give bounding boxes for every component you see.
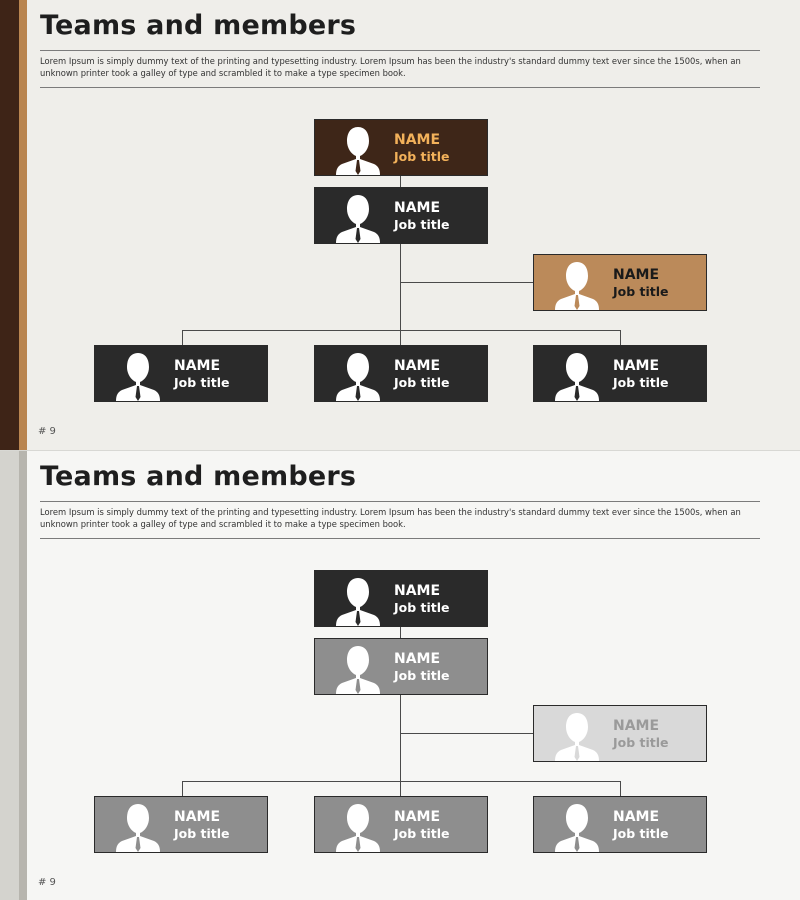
connector-line: [400, 282, 533, 283]
org-card-top[interactable]: [314, 119, 488, 176]
org-card-bottom-right[interactable]: [533, 345, 707, 402]
member-name: NAME: [394, 583, 441, 599]
person-silhouette-icon: [554, 260, 600, 310]
member-name: NAME: [394, 200, 441, 216]
connector-line: [620, 330, 621, 345]
member-name: NAME: [174, 809, 221, 825]
slide-title: Teams and members: [40, 10, 357, 41]
slide-description: Lorem Ipsum is simply dummy text of the printing and typesetting industry. Lorem Ipsum has been the industry's standard dummy text ever since the 1500s, when an unknown printer took a galley of type and scrambled it to make a type specimen book.: [40, 56, 741, 78]
accent-bar-outer: [0, 0, 19, 450]
person-silhouette-icon: [335, 125, 381, 175]
connector-line: [400, 781, 401, 796]
person-silhouette-icon: [115, 802, 161, 852]
member-job-title: Job title: [174, 826, 230, 841]
member-name: NAME: [174, 358, 221, 374]
member-name: NAME: [394, 809, 441, 825]
connector-line: [400, 243, 401, 331]
member-name: NAME: [394, 358, 441, 374]
org-card-second[interactable]: [314, 187, 488, 244]
member-job-title: Job title: [394, 826, 450, 841]
person-silhouette-icon: [335, 351, 381, 401]
member-job-title: Job title: [394, 375, 450, 390]
accent-bar-outer: [0, 451, 19, 900]
person-silhouette-icon: [335, 193, 381, 243]
member-name: NAME: [394, 132, 441, 148]
person-silhouette-icon: [335, 802, 381, 852]
slide-description: Lorem Ipsum is simply dummy text of the printing and typesetting industry. Lorem Ipsum has been the industry's standard dummy text ever since the 1500s, when an unknown printer took a galley of type and scrambled it to make a type specimen book.: [40, 507, 741, 529]
connector-line: [400, 176, 401, 187]
member-job-title: Job title: [394, 217, 450, 232]
page-number: # 9: [38, 877, 56, 888]
accent-bar-inner: [19, 0, 27, 450]
member-name: NAME: [613, 267, 660, 283]
connector-line: [182, 781, 620, 782]
org-card-side[interactable]: [533, 254, 707, 311]
connector-line: [400, 733, 533, 734]
org-card-bottom-left[interactable]: [94, 345, 268, 402]
member-job-title: Job title: [394, 149, 450, 164]
member-job-title: Job title: [613, 284, 669, 299]
connector-line: [400, 627, 401, 638]
member-job-title: Job title: [613, 826, 669, 841]
member-name: NAME: [394, 651, 441, 667]
title-rule: [40, 501, 760, 502]
person-silhouette-icon: [554, 802, 600, 852]
org-card-second[interactable]: [314, 638, 488, 695]
connector-line: [400, 694, 401, 782]
member-name: NAME: [613, 358, 660, 374]
person-silhouette-icon: [335, 644, 381, 694]
member-job-title: Job title: [174, 375, 230, 390]
title-rule: [40, 50, 760, 51]
org-card-bottom-right[interactable]: [533, 796, 707, 853]
org-card-bottom-left[interactable]: [94, 796, 268, 853]
person-silhouette-icon: [115, 351, 161, 401]
connector-line: [400, 330, 401, 345]
person-silhouette-icon: [335, 576, 381, 626]
member-name: NAME: [613, 718, 660, 734]
connector-line: [182, 781, 183, 796]
connector-line: [182, 330, 620, 331]
slide-2: [0, 450, 800, 900]
connector-line: [620, 781, 621, 796]
description-rule: [40, 538, 760, 539]
person-silhouette-icon: [554, 711, 600, 761]
accent-bar-inner: [19, 451, 27, 900]
org-card-bottom-center[interactable]: [314, 345, 488, 402]
org-card-bottom-center[interactable]: [314, 796, 488, 853]
slide-title: Teams and members: [40, 461, 357, 492]
org-card-side[interactable]: [533, 705, 707, 762]
org-card-top[interactable]: [314, 570, 488, 627]
member-job-title: Job title: [613, 375, 669, 390]
member-name: NAME: [613, 809, 660, 825]
person-silhouette-icon: [554, 351, 600, 401]
description-rule: [40, 87, 760, 88]
page-number: # 9: [38, 426, 56, 437]
member-job-title: Job title: [394, 600, 450, 615]
connector-line: [182, 330, 183, 345]
member-job-title: Job title: [613, 735, 669, 750]
member-job-title: Job title: [394, 668, 450, 683]
